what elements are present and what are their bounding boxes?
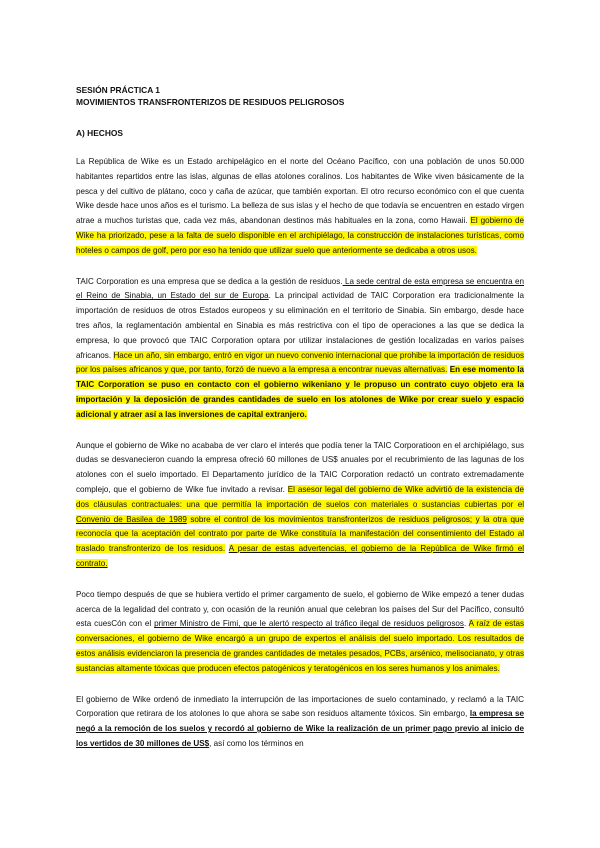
paragraph-2-highlight-a: Hace un año, sin embargo, entró en vigor un nuevo convenio internacional que prohibe la importación de residuos por los países africanos y que, por tanto, forzó de nuevo a la empresa a encontrar nuevas alternativas. bbox=[76, 350, 524, 375]
paragraph-5-text-b: , así como los términos en bbox=[209, 738, 304, 748]
paragraph-2-highlight-b: En ese momento la TAIC Corporation se puso en contacto con el gobierno wikeniano y le propuso un contrato cuyo objeto era la importación y la deposición de grandes cantidades de suelo en los atolones de Wike por crear suelo y espacio adicional y atraer así a las inversiones de capital extranjero. bbox=[76, 365, 524, 419]
paragraph-4-underline: primer Ministro de Fimi, que le alertó respecto al tráfico ilegal de residuos peligrosos bbox=[154, 619, 464, 629]
section-heading-hechos: A) HECHOS bbox=[76, 128, 123, 138]
paragraph-1-highlight: El gobierno de Wike ha priorizado, pese a la falta de suelo disponible en el archipiélago, la construcción de instalaciones turísticas, como hoteles o campos de golf, pero por eso ha tenido que utilizar suelo que anteriormente se dedicaba a otros usos. bbox=[76, 216, 524, 255]
paragraph-3-text-a: Aunque el gobierno de Wike no acababa de ver claro el interés que podía tener la TAIC Corporatioon en el archipiélago, sus dudas se desvanecieron cuando la empresa ofreció 60 millones de US$ anuales por el recubrimiento de las lagunas de los atolones con el suelo importado. El Departamento jurídico de la TAIC Corporation redactó un contrato extremadamente complejo, que el gobierno de Wike fue invitado a revisar. bbox=[76, 440, 524, 494]
paragraph-5 bbox=[76, 693, 524, 752]
paragraph-4-text-b: . bbox=[463, 619, 469, 629]
paragraph-4 bbox=[76, 588, 524, 677]
paragraph-3-highlight-underline-a: Convenio de Basilea de 1989 bbox=[76, 514, 187, 524]
paragraph-3-highlight-underline-b: A pesar de estas advertencias, el gobierno de la República de Wike firmó el contrato. bbox=[76, 544, 524, 568]
paragraph-4-highlight: A raíz de estas conversaciones, el gobierno de Wike encargó a un grupo de expertos el análisis del suelo importado. Los resultados de estos análisis evidenciaron la presencia de grandes cantidades de metales pesados, PCBs, arsénico, melisocianato, y otras sustancias altamente tóxicas que producen efectos patogénicos y teratogénicos en los seres humanos y los animales. bbox=[76, 619, 524, 673]
paragraph-1 bbox=[76, 155, 524, 259]
paragraph-3-highlight-b: sobre el control de los movimientos transfronterizos de residuos peligrosos; y la otra que reconocía que la aceptación del contrato por parte de Wike constituía la manifestación del consentimiento del Estado al traslado transfronterizo de los residuos. bbox=[76, 514, 524, 554]
paragraph-5-text-a: El gobierno de Wike ordenó de inmediato la interrupción de las importaciones de suelo contaminado, y reclamó a la TAIC Corporation que retirara de los atolones lo que ahora se sabe son residuos altamente tóxicos. Sin embargo, bbox=[76, 694, 524, 719]
paragraph-1-text: La República de Wike es un Estado archipelágico en el norte del Océano Pacífico, con una población de unos 50.000 habitantes repartidos entre las islas, algunas de ellas atolones coralinos. Los habitantes de Wike viven básicamente de la pesca y del cultivo de plátano, coco y caña de azúcar, que también exportan. El otro recurso económico con el que cuenta Wike desde hace unos años es el turismo. La belleza de sus islas y el hecho de que todavía se encuentren en estado virgen atrae a muchos turistas que, cada vez más, abandonan destinos más habituales en la zona, como Hawaii. bbox=[76, 157, 524, 226]
paragraph-2 bbox=[76, 275, 524, 423]
paragraph-3-highlight-a: El asesor legal del gobierno de Wike advirtió de la existencia de dos cláusulas contractuales: una que permitía la importación de suelos con materiales o sustancias cubiertas por el bbox=[76, 484, 524, 509]
document-title-line-1: SESIÓN PRÁCTICA 1 bbox=[76, 85, 160, 95]
document-title-line-2: MOVIMIENTOS TRANSFRONTERIZOS DE RESIDUOS PELIGROSOS bbox=[76, 97, 345, 107]
paragraph-4-text-a: Poco tiempo después de que se hubiera vertido el primer cargamento de suelo, el gobierno de Wike empezó a tener dudas acerca de la legalidad del contrato y, con ocasión de la reunión anual que celebran los países del Sur del Pacífico, consultó esta cuesCón con el bbox=[76, 589, 524, 629]
paragraph-2-underline: La sede central de esta empresa se encuentra en el Reino de Sinabia, un Estado del sur de Europa bbox=[76, 276, 524, 301]
paragraph-2-text-b: . La principal actividad de TAIC Corporation era tradicionalmente la importación de residuos de otros Estados europeos y su eliminación en el territorio de Sinabia. Sin embargo, desde hace tres años, la reglamentación ambiental en Sinabia es más restrictiva con el tipo de operaciones a las que se dedica la empresa, lo que provocó que TAIC Corporation optara por utilizar instalaciones de gestión localizadas en varios países africanos. bbox=[76, 291, 524, 360]
paragraph-2-text-a: TAIC Corporation es una empresa que se dedica a la gestión de residuos. bbox=[76, 276, 343, 286]
paragraph-3 bbox=[76, 439, 524, 572]
paragraph-5-underline: la empresa se negó a la remoción de los suelos y recordó al gobierno de Wike la realización de un primer pago previo al inicio de los vertidos de 30 millones de US$ bbox=[76, 709, 525, 748]
